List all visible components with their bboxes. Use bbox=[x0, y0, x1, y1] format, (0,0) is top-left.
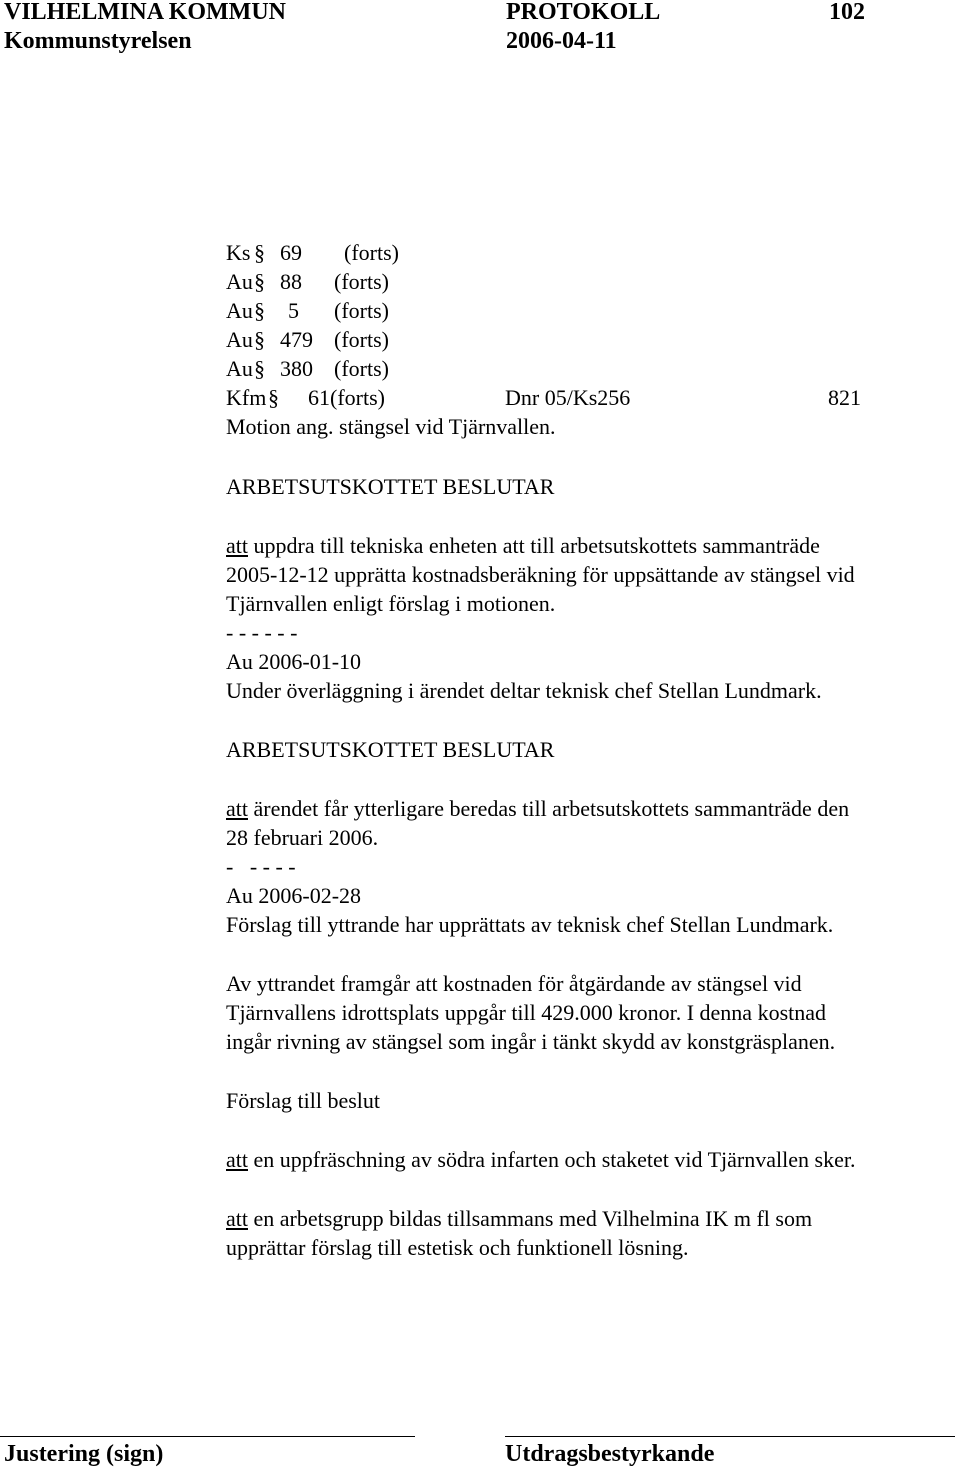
separator: - - - - - - bbox=[226, 620, 298, 645]
meeting-reference: Au 2006-01-10 bbox=[226, 649, 362, 674]
statement-paragraph-line: Av yttrandet framgår att kostnaden för åtgärdande av stängsel vid bbox=[226, 971, 802, 996]
statement-paragraph-line: Tjärnvallens idrottsplats uppgår till 429.000 kronor. I denna kostnad bbox=[226, 1000, 827, 1025]
signature-line bbox=[505, 1436, 955, 1437]
decision-paragraph: att ärendet får ytterligare beredas till arbetsutskottets sammanträde den bbox=[226, 796, 850, 821]
reference-line: Au § 5 (forts) bbox=[226, 298, 389, 323]
footer-utdragsbestyrkande: Utdragsbestyrkande bbox=[505, 1441, 715, 1467]
committee-name: Kommunstyrelsen bbox=[4, 28, 192, 54]
separator: - - - - - bbox=[226, 854, 296, 879]
meeting-note: Under överläggning i ärendet deltar teknisk chef Stellan Lundmark. bbox=[226, 678, 822, 703]
section-heading: ARBETSUTSKOTTET BESLUTAR bbox=[226, 737, 555, 762]
statement-paragraph-line: ingår rivning av stängsel som ingår i tänkt skydd av konstgräsplanen. bbox=[226, 1029, 836, 1054]
org-name: VILHELMINA KOMMUN bbox=[4, 0, 286, 25]
section-sign: § bbox=[254, 356, 265, 381]
reference-line: Au § 479 (forts) bbox=[226, 327, 389, 352]
reference-line: Au § 88 (forts) bbox=[226, 269, 389, 294]
page-number: 102 bbox=[829, 0, 865, 25]
section-sign: § bbox=[254, 298, 265, 323]
section-sign: § bbox=[268, 385, 279, 410]
dnr-code: 821 bbox=[828, 385, 861, 410]
meeting-date: 2006-04-11 bbox=[506, 28, 617, 54]
section-heading: Förslag till beslut bbox=[226, 1088, 380, 1113]
decision-paragraph-line: 28 februari 2006. bbox=[226, 825, 379, 850]
decision-paragraph-line: Tjärnvallen enligt förslag i motionen. bbox=[226, 591, 556, 616]
meeting-reference: Au 2006-02-28 bbox=[226, 883, 362, 908]
section-sign: § bbox=[254, 269, 265, 294]
reference-line: Kfm § 61(forts) bbox=[226, 385, 385, 410]
footer-justering: Justering (sign) bbox=[4, 1441, 164, 1467]
section-heading: ARBETSUTSKOTTET BESLUTAR bbox=[226, 474, 555, 499]
reference-line: Au § 380 (forts) bbox=[226, 356, 389, 381]
decision-paragraph: att uppdra till tekniska enheten att till arbetsutskottets sammanträde bbox=[226, 533, 820, 558]
reference-line: Ks § 69 (forts) bbox=[226, 240, 399, 265]
proposal-paragraph: att en uppfräschning av södra infarten och staketet vid Tjärnvallen sker. bbox=[226, 1147, 856, 1172]
dnr-number: Dnr 05/Ks256 bbox=[505, 385, 631, 410]
section-sign: § bbox=[254, 327, 265, 352]
section-sign: § bbox=[254, 240, 265, 265]
decision-paragraph-line: 2005-12-12 upprätta kostnadsberäkning för uppsättande av stängsel vid bbox=[226, 562, 855, 587]
proposal-paragraph-line: upprättar förslag till estetisk och funktionell lösning. bbox=[226, 1235, 689, 1260]
proposal-paragraph: att en arbetsgrupp bildas tillsammans med Vilhelmina IK m fl som bbox=[226, 1206, 813, 1231]
document-type: PROTOKOLL bbox=[506, 0, 661, 25]
subject-line: Motion ang. stängsel vid Tjärnvallen. bbox=[226, 414, 556, 439]
signature-line bbox=[0, 1436, 415, 1437]
meeting-note: Förslag till yttrande har upprättats av teknisk chef Stellan Lundmark. bbox=[226, 912, 834, 937]
